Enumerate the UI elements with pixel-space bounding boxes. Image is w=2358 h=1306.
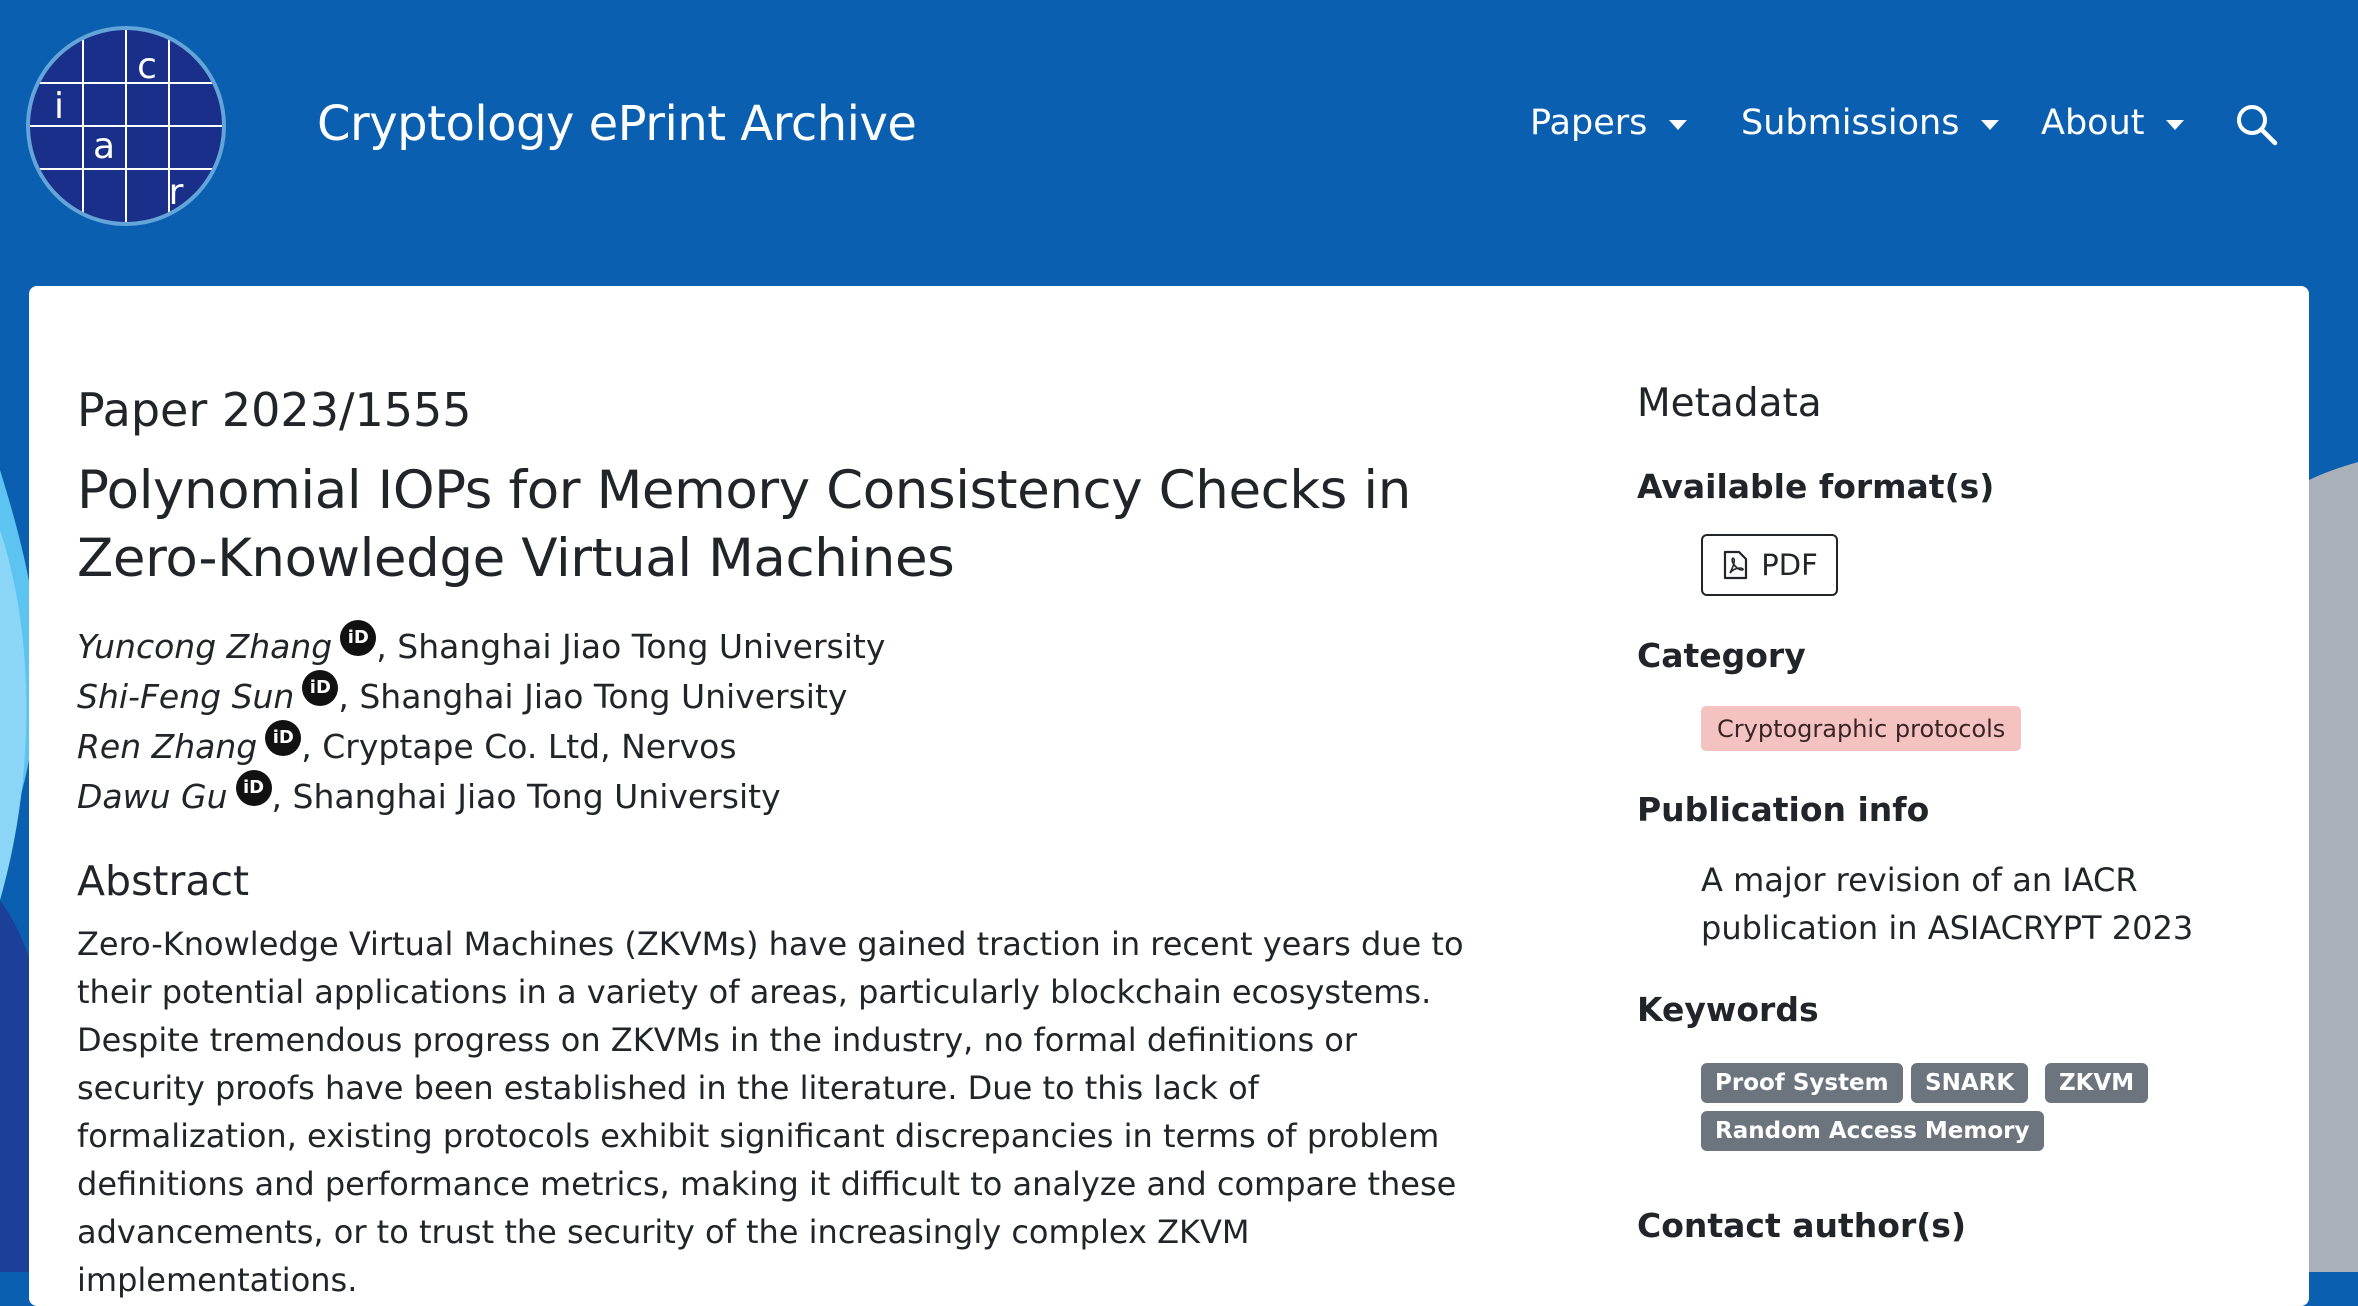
- nav-submissions-label: Submissions: [1741, 103, 1960, 143]
- search-icon[interactable]: [2235, 103, 2279, 147]
- author-name[interactable]: Dawu Gu: [77, 777, 228, 816]
- category-badge[interactable]: Cryptographic protocols: [1701, 706, 2021, 751]
- author-affiliation: , Shanghai Jiao Tong University: [338, 677, 848, 716]
- logo-letter-c: c: [137, 46, 157, 87]
- nav-papers-label: Papers: [1530, 103, 1648, 143]
- caret-down-icon: [1981, 120, 1999, 130]
- caret-down-icon: [1669, 120, 1687, 130]
- caret-down-icon: [2166, 120, 2184, 130]
- logo-letter-r: r: [168, 172, 184, 213]
- author-row: [77, 727, 737, 766]
- abstract-heading: Abstract: [77, 857, 250, 905]
- top-navbar: [0, 0, 2358, 260]
- nav-about[interactable]: [2041, 103, 2184, 143]
- nav-submissions[interactable]: [1741, 103, 1999, 143]
- author-name[interactable]: Yuncong Zhang: [77, 627, 333, 666]
- logo-letter-a: a: [92, 126, 116, 167]
- paper-title: Polynomial IOPs for Memory Consistency Checks in Zero-Knowledge Virtual Machines: [77, 460, 1411, 589]
- nav-about-label: About: [2041, 103, 2145, 143]
- keyword-badge[interactable]: SNARK: [1911, 1063, 2028, 1103]
- author-row: [77, 777, 781, 816]
- pdf-button-label: PDF: [1761, 548, 1818, 582]
- orcid-icon[interactable]: iD: [340, 620, 376, 656]
- keyword-badge[interactable]: Random Access Memory: [1701, 1111, 2044, 1151]
- keyword-badge[interactable]: ZKVM: [2045, 1063, 2148, 1103]
- author-row: [77, 677, 847, 716]
- author-row: [77, 627, 885, 666]
- orcid-icon[interactable]: iD: [236, 770, 272, 806]
- pdf-button[interactable]: [1701, 534, 1838, 596]
- contact-authors-label: Contact author(s): [1637, 1206, 1967, 1245]
- category-label: Category: [1637, 636, 1806, 675]
- orcid-icon[interactable]: iD: [265, 720, 301, 756]
- author-affiliation: , Cryptape Co. Ltd, Nervos: [301, 727, 737, 766]
- nav-papers[interactable]: [1530, 103, 1687, 143]
- keywords-label: Keywords: [1637, 990, 1819, 1029]
- author-name[interactable]: Ren Zhang: [77, 727, 258, 766]
- paper-id: Paper 2023/1555: [77, 383, 472, 437]
- iacr-logo[interactable]: [26, 26, 226, 226]
- abstract-text: Zero-Knowledge Virtual Machines (ZKVMs) have gained traction in recent years due to their potential applications in a variety of areas, particularly blockchain ecosystems. Despite tremendous progress on ZKVMs in the industry, no formal definitions or security proofs have been established in the literature. Due to this lack of formalization, existing protocols exhibit significant discrepancies in terms of problem definitions and performance metrics, making it difficult to analyze and compare these advancements, or to trust the security of the increasingly complex ZKVM implementations.: [77, 925, 1464, 1299]
- pubinfo-text: A major revision of an IACR publication in ASIACRYPT 2023: [1701, 861, 2194, 947]
- author-name[interactable]: Shi-Feng Sun: [77, 677, 295, 716]
- pubinfo-label: Publication info: [1637, 790, 1930, 829]
- metadata-heading: Metadata: [1637, 381, 1822, 426]
- keyword-badge[interactable]: Proof System: [1701, 1063, 1903, 1103]
- author-affiliation: , Shanghai Jiao Tong University: [271, 777, 781, 816]
- pdf-file-icon: [1721, 550, 1749, 580]
- logo-letter-i: i: [53, 86, 65, 127]
- author-affiliation: , Shanghai Jiao Tong University: [376, 627, 886, 666]
- site-title[interactable]: Cryptology ePrint Archive: [317, 96, 917, 152]
- formats-label: Available format(s): [1637, 467, 1995, 506]
- orcid-icon[interactable]: iD: [302, 670, 338, 706]
